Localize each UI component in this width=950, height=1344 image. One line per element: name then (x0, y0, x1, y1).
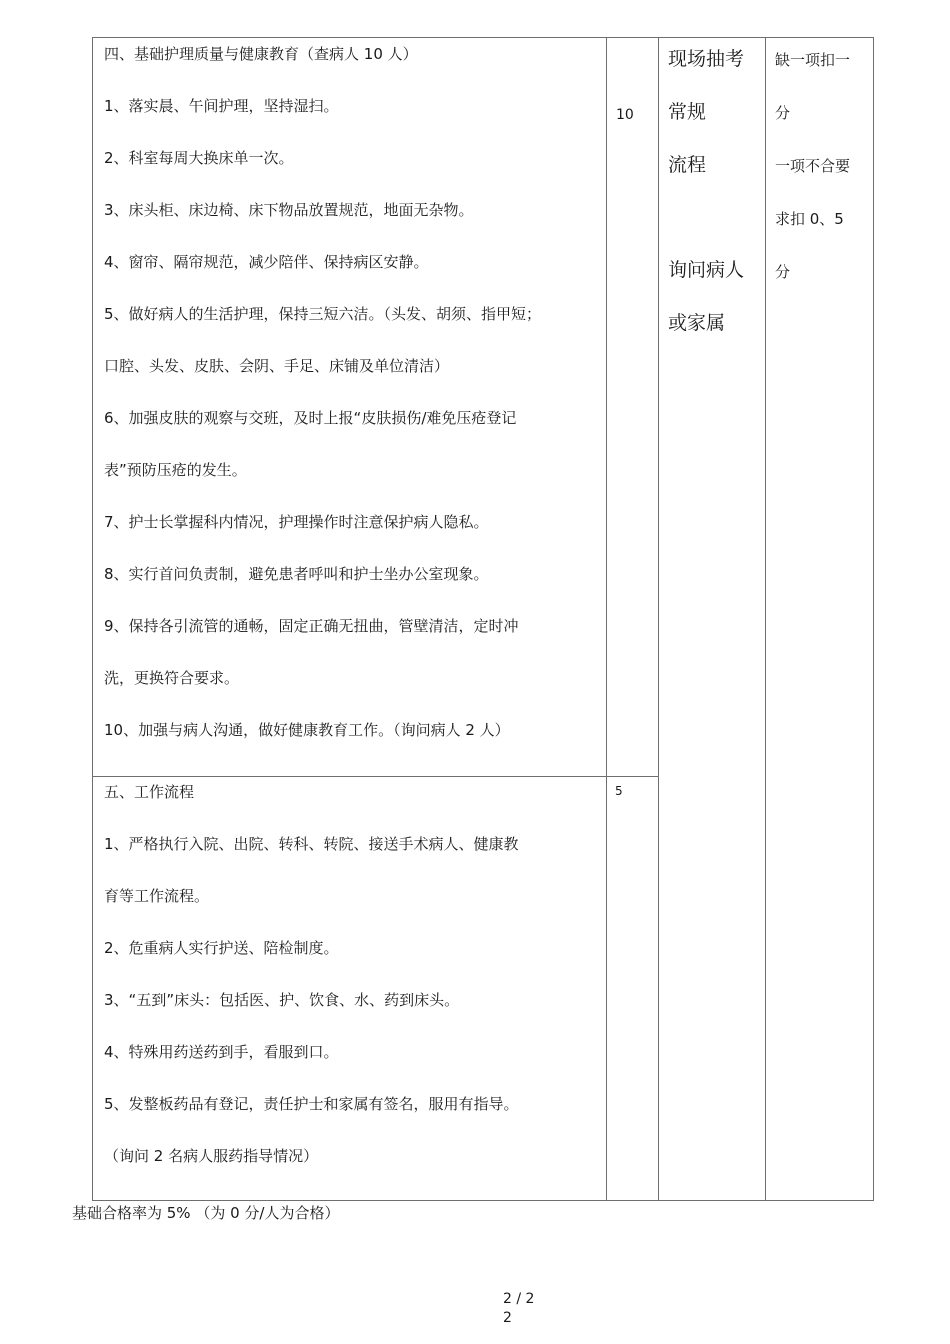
section4-item: 9、保持各引流管的通畅，固定正确无扭曲，管壁清洁，定时冲 (104, 617, 519, 635)
deduction-line: 求扣 0、5 (775, 210, 844, 228)
section4-item: 5、做好病人的生活护理，保持三短六洁。（头发、胡须、指甲短； (104, 305, 542, 323)
section4-item: 8、实行首问负责制，避免患者呼叫和护士坐办公室现象。 (104, 565, 489, 583)
method-line: 或家属 (668, 312, 726, 334)
section5-item: 育等工作流程。 (104, 887, 210, 905)
table-border-bottom (92, 1200, 874, 1201)
table-border-left (92, 37, 93, 1201)
section5-item: 3、“五到”床头：包括医、护、饮食、水、药到床头。 (104, 991, 460, 1009)
method-line: 流程 (668, 154, 707, 176)
section5-item: 2、危重病人实行护送、陪检制度。 (104, 939, 339, 957)
section4-item: 口腔、头发、皮肤、会阴、手足、床铺及单位清洁） (104, 357, 450, 375)
section5-item: 1、严格执行入院、出院、转科、转院、接送手术病人、健康教 (104, 835, 519, 853)
section4-item: 6、加强皮肤的观察与交班，及时上报“皮肤损伤/难免压疮登记 (104, 409, 517, 427)
column-divider-deduction (765, 37, 766, 1201)
section4-item: 洗，更换符合要求。 (104, 669, 240, 687)
section5-item: 4、特殊用药送药到手，看服到口。 (104, 1043, 339, 1061)
section4-item: 表”预防压疮的发生。 (104, 461, 247, 479)
method-line: 常规 (668, 101, 707, 123)
column-divider-score (606, 37, 607, 1201)
section4-item: 1、落实晨、午间护理，坚持湿扫。 (104, 97, 339, 115)
section5-heading: 五、工作流程 (104, 783, 195, 801)
method-line: 现场抽考 (668, 48, 745, 70)
section4-item: 2、科室每周大换床单一次。 (104, 149, 294, 167)
pass-rate-note: 基础合格率为 5% （为 0 分/人为合格） (72, 1204, 340, 1222)
section4-heading: 四、基础护理质量与健康教育（查病人 10 人） (104, 45, 418, 63)
section5-item: （询问 2 名病人服药指导情况） (104, 1147, 319, 1165)
page-number-continued: 2 (503, 1310, 512, 1326)
section4-score: 10 (616, 107, 634, 123)
deduction-line: 一项不合要 (775, 157, 851, 175)
deduction-line: 分 (775, 104, 791, 122)
section4-item: 4、窗帘、隔帘规范，减少陪伴、保持病区安静。 (104, 253, 429, 271)
section5-score: 5 (615, 784, 623, 798)
row-divider (92, 776, 659, 777)
section5-item: 5、发整板药品有登记，责任护士和家属有签名，服用有指导。 (104, 1095, 519, 1113)
section4-item: 3、床头柜、床边椅、床下物品放置规范，地面无杂物。 (104, 201, 474, 219)
section4-item: 7、护士长掌握科内情况，护理操作时注意保护病人隐私。 (104, 513, 489, 531)
method-line: 询问病人 (668, 259, 745, 281)
deduction-line: 分 (775, 263, 791, 281)
page-number: 2 / 2 (503, 1291, 535, 1307)
section4-item: 10、加强与病人沟通，做好健康教育工作。（询问病人 2 人） (104, 721, 510, 739)
column-divider-method (658, 37, 659, 1201)
table-border-right (873, 37, 874, 1201)
table-border-top (92, 37, 874, 38)
deduction-line: 缺一项扣一 (775, 51, 851, 69)
assessment-table (92, 37, 874, 1201)
